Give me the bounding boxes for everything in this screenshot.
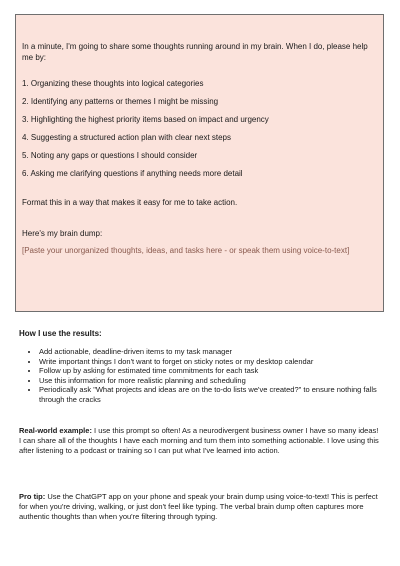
tip-text: Use the ChatGPT app on your phone and speak your brain dump using voice-to-text! This is perfect for when you're driving, walking, or just don't feel like typing. The verbal brain dump often captures more authentic thoughts than when you're filtering through typing. <box>19 492 378 521</box>
prompt-intro: In a minute, I'm going to share some thoughts running around in my brain. When I do, please help me by: <box>22 42 368 62</box>
tip-label: Pro tip: <box>19 492 46 501</box>
results-heading: How I use the results: <box>19 329 102 338</box>
brain-dump-placeholder: [Paste your unorganized thoughts, ideas, and tasks here - or speak them using voice-to-text] <box>22 246 350 255</box>
prompt-box <box>15 14 384 312</box>
example-paragraph <box>19 426 381 456</box>
example-text: I use this prompt so often! As a neurodivergent business owner I have so many ideas! I can share all of the thoughts I have each morning and turn them into something actionable. I love using this after listening to a podcast or training so I can put what I've learned into action. <box>19 426 379 455</box>
example-label: Real-world example: <box>19 426 92 435</box>
list-item: • Use this information for more realistic planning and scheduling <box>39 376 381 386</box>
prompt-step-5: 5. Noting any gaps or questions I should consider <box>22 151 198 160</box>
list-item: • Periodically ask "What projects and ideas are on the to-do lists we've created?" to ensure nothing falls through the cracks <box>39 385 381 404</box>
results-list <box>19 347 381 404</box>
list-item: • Write important things I don't want to forget on sticky notes or my desktop calendar <box>39 357 381 367</box>
prompt-step-4: 4. Suggesting a structured action plan with clear next steps <box>22 133 232 142</box>
prompt-format-note: Format this in a way that makes it easy for me to take action. <box>22 198 238 207</box>
prompt-step-6: 6. Asking me clarifying questions if anything needs more detail <box>22 169 243 178</box>
list-item: • Follow up by asking for estimated time commitments for each task <box>39 366 381 376</box>
prompt-step-1: 1. Organizing these thoughts into logical categories <box>22 79 204 88</box>
prompt-step-2: 2. Identifying any patterns or themes I might be missing <box>22 97 219 106</box>
results-section <box>19 329 381 404</box>
prompt-step-3: 3. Highlighting the highest priority items based on impact and urgency <box>22 115 269 124</box>
tip-paragraph <box>19 492 381 522</box>
list-item: • Add actionable, deadline-driven items to my task manager <box>39 347 381 357</box>
brain-dump-label: Here's my brain dump: <box>22 229 103 238</box>
